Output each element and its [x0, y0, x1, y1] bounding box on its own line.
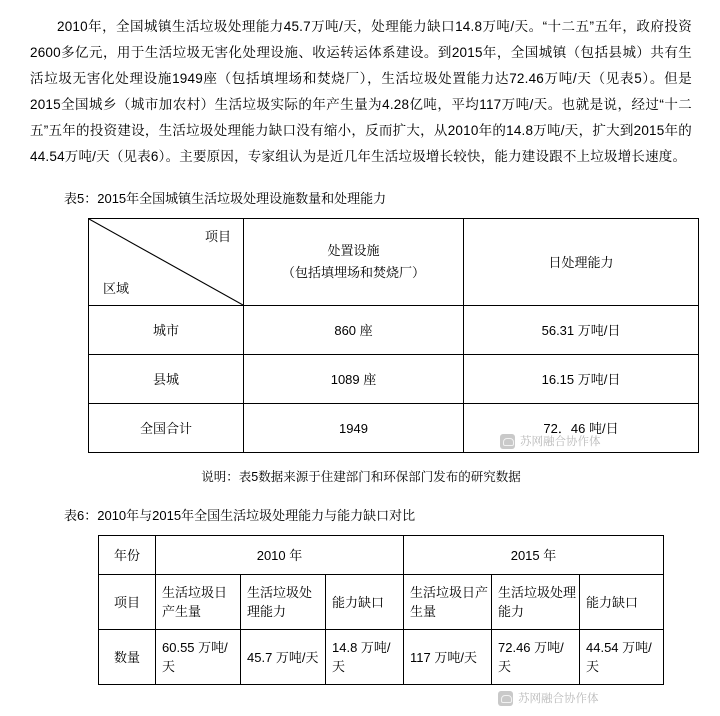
table5-row2-facilities: 1949	[244, 404, 464, 453]
watermark-logo-icon	[498, 691, 513, 706]
table6-year-label: 年份	[99, 536, 156, 575]
table6-item-1: 生活垃圾处理能力	[241, 575, 326, 630]
table6-item-0: 生活垃圾日产生量	[156, 575, 241, 630]
table-row	[89, 404, 699, 453]
table5-note: 说明：表5数据来源于住建部门和环保部门发布的研究数据	[201, 470, 521, 484]
table5-row0-area: 城市	[89, 306, 244, 355]
table6-value-3: 117 万吨/天	[404, 630, 492, 685]
table5-corner-cell	[89, 219, 244, 306]
table6-item-5: 能力缺口	[580, 575, 664, 630]
table5-row0-capacity: 56.31 万吨/日	[464, 306, 699, 355]
table6-item-label: 项目	[99, 575, 156, 630]
table5-row2-area: 全国合计	[89, 404, 244, 453]
watermark-bottom	[498, 690, 599, 706]
table5-caption: 表5：2015年全国城镇生活垃圾处理设施数量和处理能力	[64, 191, 387, 206]
table5-row2-capacity: 72．46 吨/日	[464, 404, 699, 453]
table6-value-label: 数量	[99, 630, 156, 685]
table5-header-facilities-line1: 处置设施	[327, 243, 380, 258]
table-capacity-gap-comparison	[98, 535, 664, 685]
table-row	[89, 355, 699, 404]
table6-value-2: 14.8 万吨/天	[326, 630, 404, 685]
table5-header-facilities	[244, 219, 464, 306]
watermark-text: 苏网融合协作体	[520, 436, 601, 448]
table-row	[89, 219, 699, 306]
table5-row1-area: 县城	[89, 355, 244, 404]
table5-row0-facilities: 860 座	[244, 306, 464, 355]
table-waste-facilities-2015	[88, 218, 699, 453]
table5-corner-area-label: 区域	[103, 281, 130, 296]
table6-year-2015: 2015 年	[404, 536, 664, 575]
table6-value-5: 44.54 万吨/天	[580, 630, 664, 685]
table6-item-3: 生活垃圾日产生量	[404, 575, 492, 630]
table6-caption: 表6：2010年与2015年全国生活垃圾处理能力与能力缺口对比	[64, 508, 416, 523]
table6-value-0: 60.55 万吨/天	[156, 630, 241, 685]
table6-value-4: 72.46 万吨/天	[492, 630, 580, 685]
table5-row1-facilities: 1089 座	[244, 355, 464, 404]
table5-row1-capacity: 16.15 万吨/日	[464, 355, 699, 404]
table-row	[99, 536, 664, 575]
table6-value-1: 45.7 万吨/天	[241, 630, 326, 685]
body-paragraph: 2010年，全国城镇生活垃圾处理能力45.7万吨/天，处理能力缺口14.8万吨/天。“十二五”五年，政府投资2600多亿元，用于生活垃圾无害化处理设施、收运转运体系建设。到2015年，全国城镇（包括县城）共有生活垃圾无害化处理设施1949座（包括填埋场和焚烧厂），生活垃圾处置能力达72.46万吨/天（见表5）。但是2015全国城乡（城市加农村）生活垃圾实际的年产生量为4.28亿吨，平均117万吨/天。也就是说，经过“十二五”五年的投资建设，生活垃圾处理能力缺口没有缩小，反而扩大，从2010年的14.8万吨/天，扩大到2015年的44.54万吨/天（见表6）。主要原因，专家组认为是近几年生活垃圾增长较快，能力建设跟不上垃圾增长速度。	[30, 19, 692, 164]
table5-header-capacity: 日处理能力	[464, 219, 699, 306]
watermark-text: 苏网融合协作体	[518, 693, 599, 705]
table6-item-4: 生活垃圾处理能力	[492, 575, 580, 630]
table5-corner-item-label: 项目	[204, 229, 231, 244]
table-row	[89, 306, 699, 355]
table6-item-2: 能力缺口	[326, 575, 404, 630]
table5-header-facilities-line2: （包括填埋场和焚烧厂）	[281, 265, 425, 280]
table-row	[99, 630, 664, 685]
table6-year-2010: 2010 年	[156, 536, 404, 575]
table-row	[99, 575, 664, 630]
